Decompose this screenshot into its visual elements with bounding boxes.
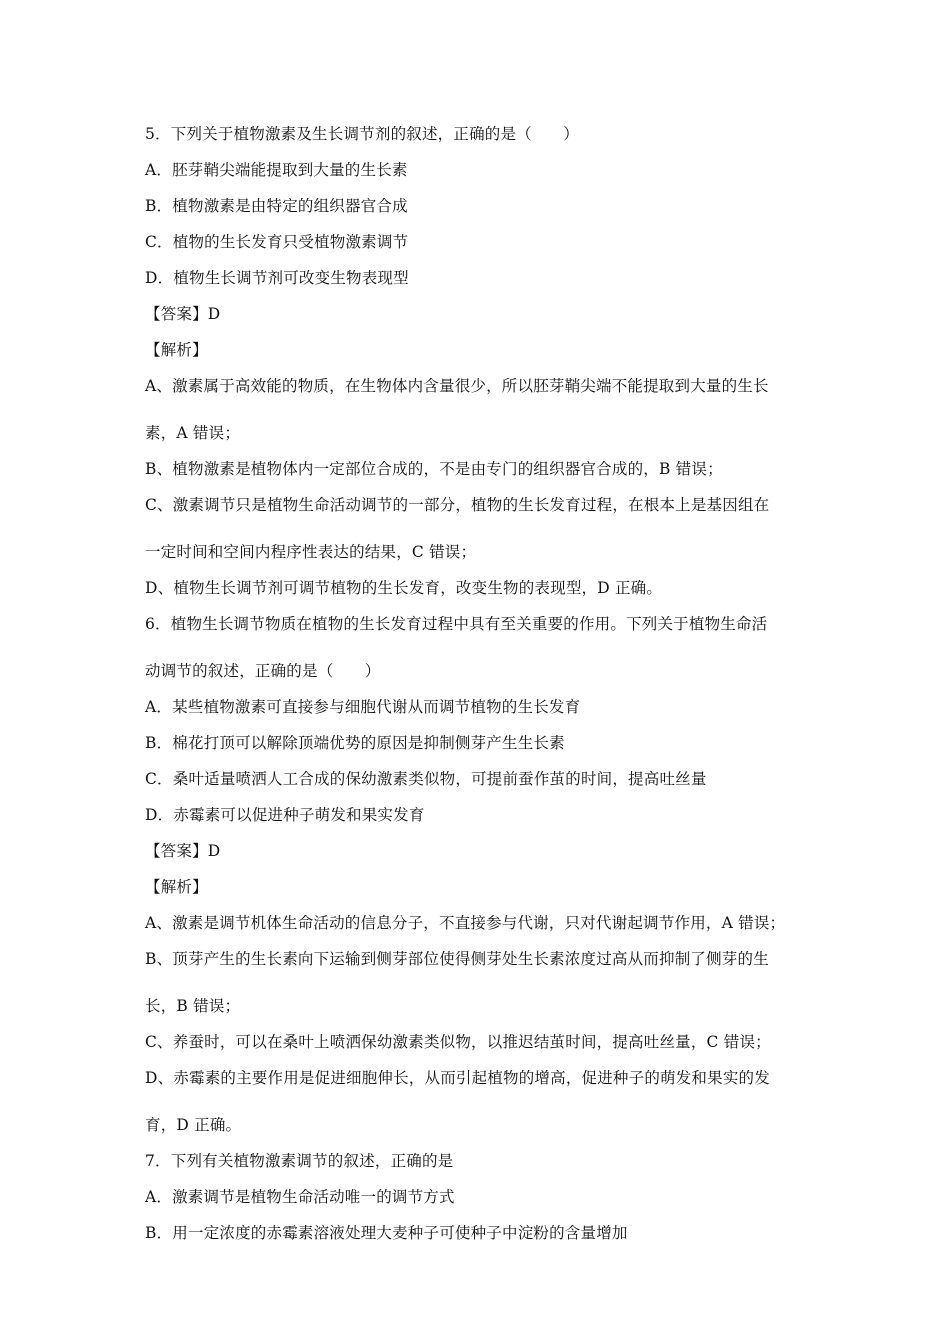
question-6-answer: 【答案】D (145, 842, 221, 860)
question-6-analysis-b-line2: 长，B 错误； (145, 997, 241, 1015)
document-body (145, 124, 810, 1259)
question-5-option-a: A．胚芽鞘尖端能提取到大量的生长素 (145, 161, 408, 179)
question-6-analysis-heading: 【解析】 (145, 878, 208, 896)
question-5-option-c: C．植物的生长发育只受植物激素调节 (145, 233, 409, 251)
question-5-analysis-c-line2: 一定时间和空间内程序性表达的结果，C 错误； (145, 543, 477, 561)
question-5-option-b: B．植物激素是由特定的组织器官合成 (145, 197, 408, 215)
question-6-option-b: B．棉花打顶可以解除顶端优势的原因是抑制侧芽产生生长素 (145, 734, 565, 752)
question-5-option-d: D．植物生长调节剂可改变生物表现型 (145, 269, 409, 287)
question-5-stem: 5．下列关于植物激素及生长调节剂的叙述，正确的是（ ） (145, 125, 579, 143)
question-6-analysis-a: A、激素是调节机体生命活动的信息分子，不直接参与代谢，只对代谢起调节作用，A 错误； (145, 914, 786, 932)
question-6-analysis-d-line1: D、赤霉素的主要作用是促进细胞伸长，从而引起植物的增高，促进种子的萌发和果实的发 (145, 1069, 770, 1087)
question-5-analysis-d: D、植物生长调节剂可调节植物的生长发育，改变生物的表现型，D 正确。 (145, 579, 663, 597)
question-6-option-a: A．某些植物激素可直接参与细胞代谢从而调节植物的生长发育 (145, 698, 581, 716)
question-5-analysis-a-line2: 素，A 错误； (145, 424, 241, 442)
question-6-stem-line1: 6．植物生长调节物质在植物的生长发育过程中具有至关重要的作用。下列关于植物生命活 (145, 615, 768, 633)
question-5-analysis-a-line1: A、激素属于高效能的物质，在生物体内含量很少，所以胚芽鞘尖端不能提取到大量的生长 (145, 377, 769, 395)
question-6-analysis-c: C、养蚕时，可以在桑叶上喷洒保幼激素类似物，以推迟结茧时间，提高吐丝量，C 错误； (145, 1033, 771, 1051)
question-7-option-a: A．激素调节是植物生命活动唯一的调节方式 (145, 1188, 455, 1206)
question-6-option-d: D．赤霉素可以促进种子萌发和果实发育 (145, 806, 425, 824)
question-6-stem-line2: 动调节的叙述，正确的是（ ） (145, 662, 381, 680)
question-6-analysis-d-line2: 育，D 正确。 (145, 1116, 242, 1134)
question-6-option-c: C．桑叶适量喷洒人工合成的保幼激素类似物，可提前蚕作茧的时间，提高吐丝量 (145, 770, 707, 788)
question-5-analysis-c-line1: C、激素调节只是植物生命活动调节的一部分，植物的生长发育过程，在根本上是基因组在 (145, 496, 770, 514)
question-6-analysis-b-line1: B、顶芽产生的生长素向下运输到侧芽部位使得侧芽处生长素浓度过高从而抑制了侧芽的生 (145, 950, 769, 968)
question-7-option-b: B．用一定浓度的赤霉素溶液处理大麦种子可使种子中淀粉的含量增加 (145, 1224, 628, 1242)
question-5-answer: 【答案】D (145, 305, 221, 323)
question-5-analysis-heading: 【解析】 (145, 341, 208, 359)
question-5-analysis-b: B、植物激素是植物体内一定部位合成的，不是由专门的组织器官合成的，B 错误； (145, 460, 723, 478)
question-7-stem: 7．下列有关植物激素调节的叙述，正确的是 (145, 1152, 454, 1170)
